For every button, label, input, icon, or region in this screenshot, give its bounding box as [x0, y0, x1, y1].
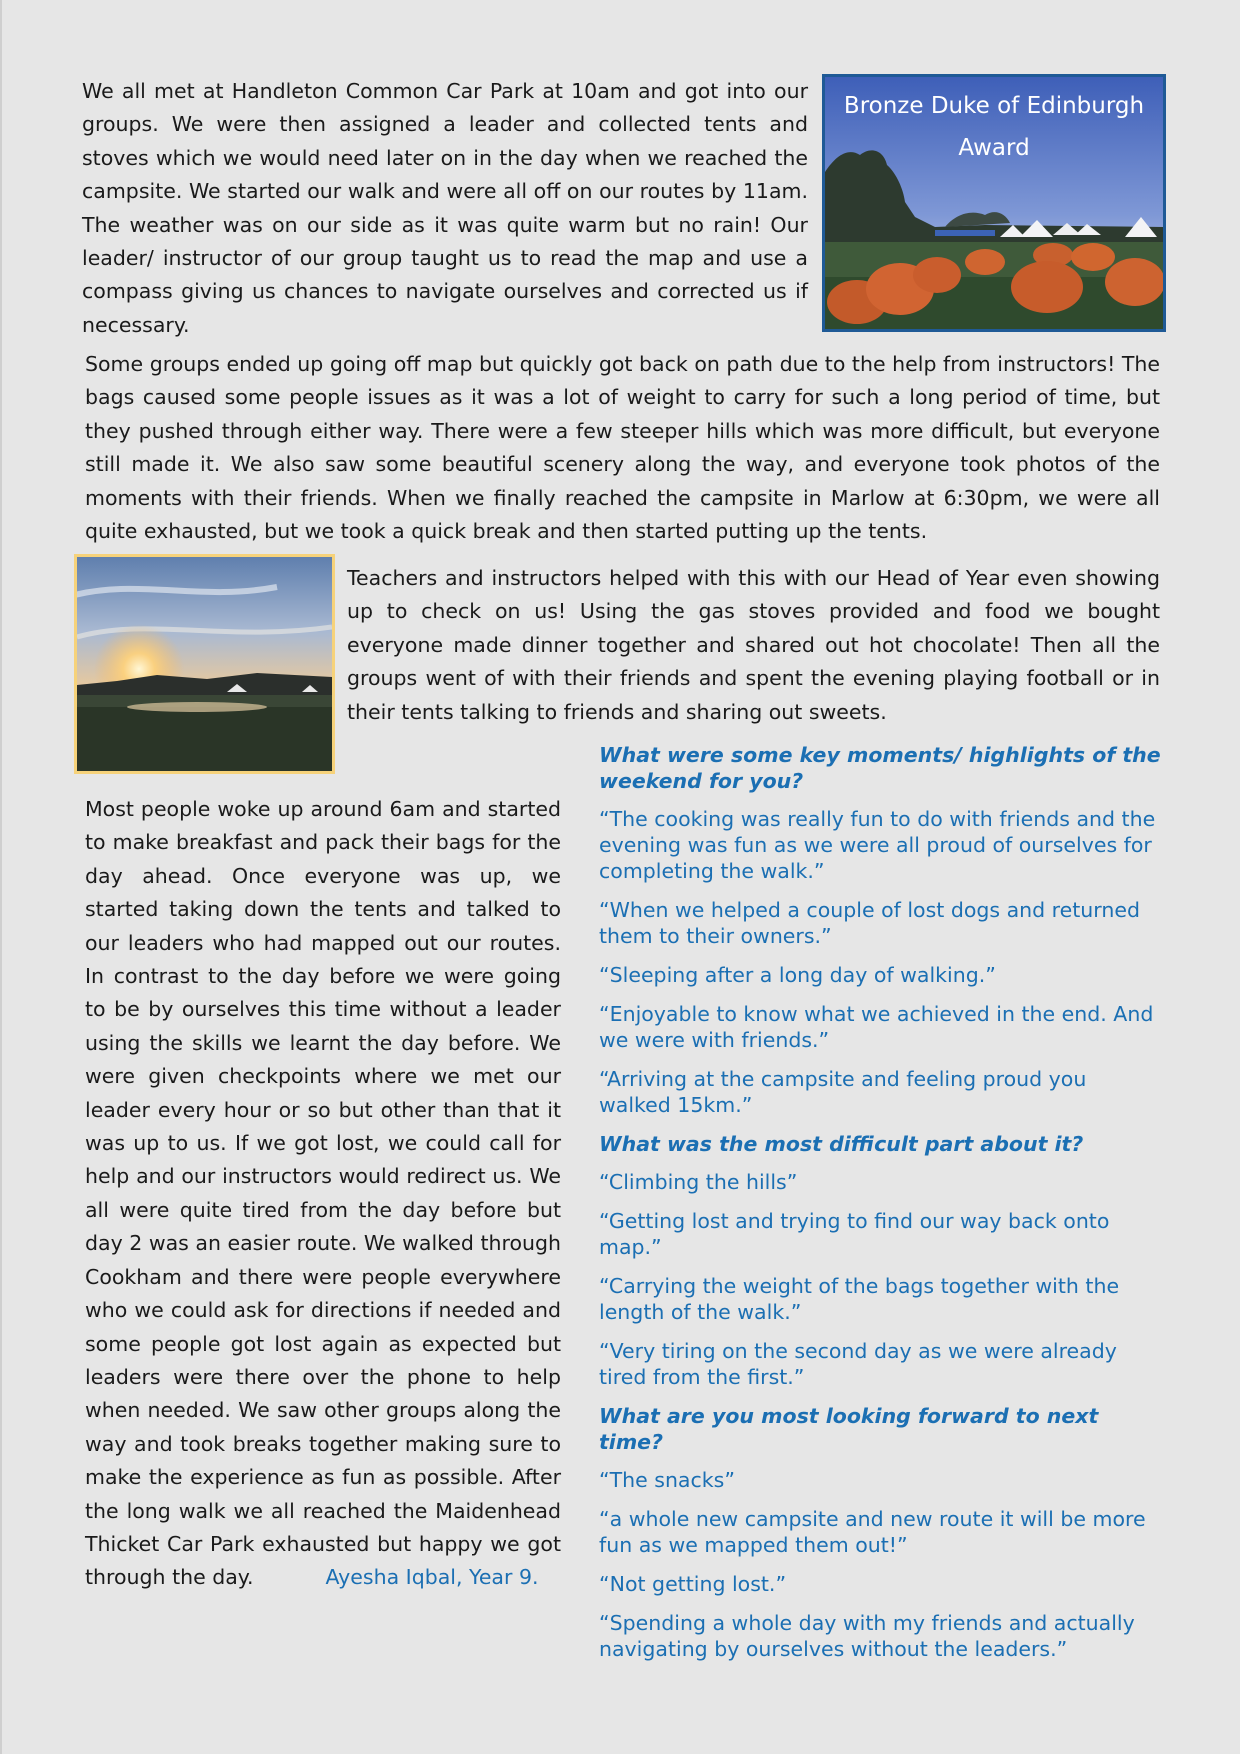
- answer: “Very tiring on the second day as we were already tired from the first.”: [599, 1339, 1117, 1389]
- answer: “Climbing the hills”: [599, 1170, 798, 1194]
- photo-caption-line-2: Award: [958, 135, 1030, 161]
- answer: “Not getting lost.”: [599, 1572, 787, 1596]
- evening-paragraph: Teachers and instructors helped with this with our Head of Year even showing up to check on us! Using the gas stoves provided and food we bought everyone made dinner together and shared out hot chocolate! Then all the groups went of with their friends and spent the evening playing football or in their tents talking to friends and sharing out sweets.: [347, 566, 1160, 724]
- answer: “The cooking was really fun to do with friends and the evening was fun as we were all proud of ourselves for completing the walk.”: [599, 807, 1156, 883]
- sunset-photo: [74, 554, 335, 774]
- sunset-photo-image: [77, 557, 332, 771]
- walk-paragraph: Some groups ended up going off map but quickly got back on path due to the help from instructors! The bags caused some people issues as it was a lot of weight to carry for such a long period of time, but they pushed through either way. There were a few steeper hills which was more difficult, but everyone still made it. We also saw some beautiful scenery along the way, and everyone took photos of the moments with their friends. When we finally reached the campsite in Marlow at 6:30pm, we were all quite exhausted, but we took a quick break and then started putting up the tents.: [85, 352, 1160, 544]
- answer: “a whole new campsite and new route it will be more fun as we mapped them out!”: [599, 1507, 1146, 1557]
- answer: “The snacks”: [599, 1468, 735, 1492]
- answer: “Enjoyable to know what we achieved in the end. And we were with friends.”: [599, 1002, 1154, 1052]
- answer: “Arriving at the campsite and feeling proud you walked 15km.”: [599, 1067, 1087, 1117]
- author-byline: Ayesha Iqbal, Year 9.: [325, 1565, 539, 1590]
- photo-caption-line-1: Bronze Duke of Edinburgh: [843, 93, 1145, 119]
- interview-section: [599, 742, 1164, 1675]
- day-two-text: Most people woke up around 6am and started to make breakfast and pack their bags for the day ahead. Once everyone was up, we started taking down the tents and talked to our leaders who had mapped out our routes. In contrast to the day before we were going to be by ourselves this time without a leader using the skills we learnt the day before. We were given checkpoints where we met our leader every hour or so but other than that it was up to us. If we got lost, we could call for help and our instructors would redirect us. We all were quite tired from the day before but day 2 was an easier route. We walked through Cookham and there were people everywhere who we could ask for directions if needed and some people got lost again as expected but leaders were there over the phone to help when needed. We saw other groups along the way and took breaks together making sure to make the experience as fun as possible. After the long walk we all reached the Maidenhead Thicket Car Park exhausted but happy we got through the day.: [85, 797, 561, 1590]
- answer: “Sleeping after a long day of walking.”: [599, 963, 996, 987]
- question-next-time: What are you most looking forward to next time?: [599, 1404, 1099, 1454]
- page-edge: [0, 0, 2, 1754]
- day-two-paragraph: [85, 793, 561, 1595]
- answer: “Spending a whole day with my friends and actually navigating by ourselves without the leaders.”: [599, 1611, 1135, 1661]
- answer: “Getting lost and trying to find our way back onto map.”: [599, 1209, 1110, 1259]
- question-difficult-part: What was the most difficult part about it?: [599, 1132, 1084, 1156]
- intro-paragraph: We all met at Handleton Common Car Park at 10am and got into our groups. We were then assigned a leader and collected tents and stoves which we would need later on in the day when we reached the campsite. We started our walk and were all off on our routes by 11am. The weather was on our side as it was quite warm but no rain! Our leader/ instructor of our group taught us to read the map and use a compass giving us chances to navigate ourselves and corrected us if necessary.: [82, 79, 808, 337]
- question-highlights: What were some key moments/ highlights of the weekend for you?: [599, 743, 1161, 793]
- campsite-tents-photo: [822, 74, 1166, 332]
- photo-caption: [825, 85, 1163, 169]
- answer: “When we helped a couple of lost dogs and returned them to their owners.”: [599, 898, 1140, 948]
- answer: “Carrying the weight of the bags together with the length of the walk.”: [599, 1274, 1120, 1324]
